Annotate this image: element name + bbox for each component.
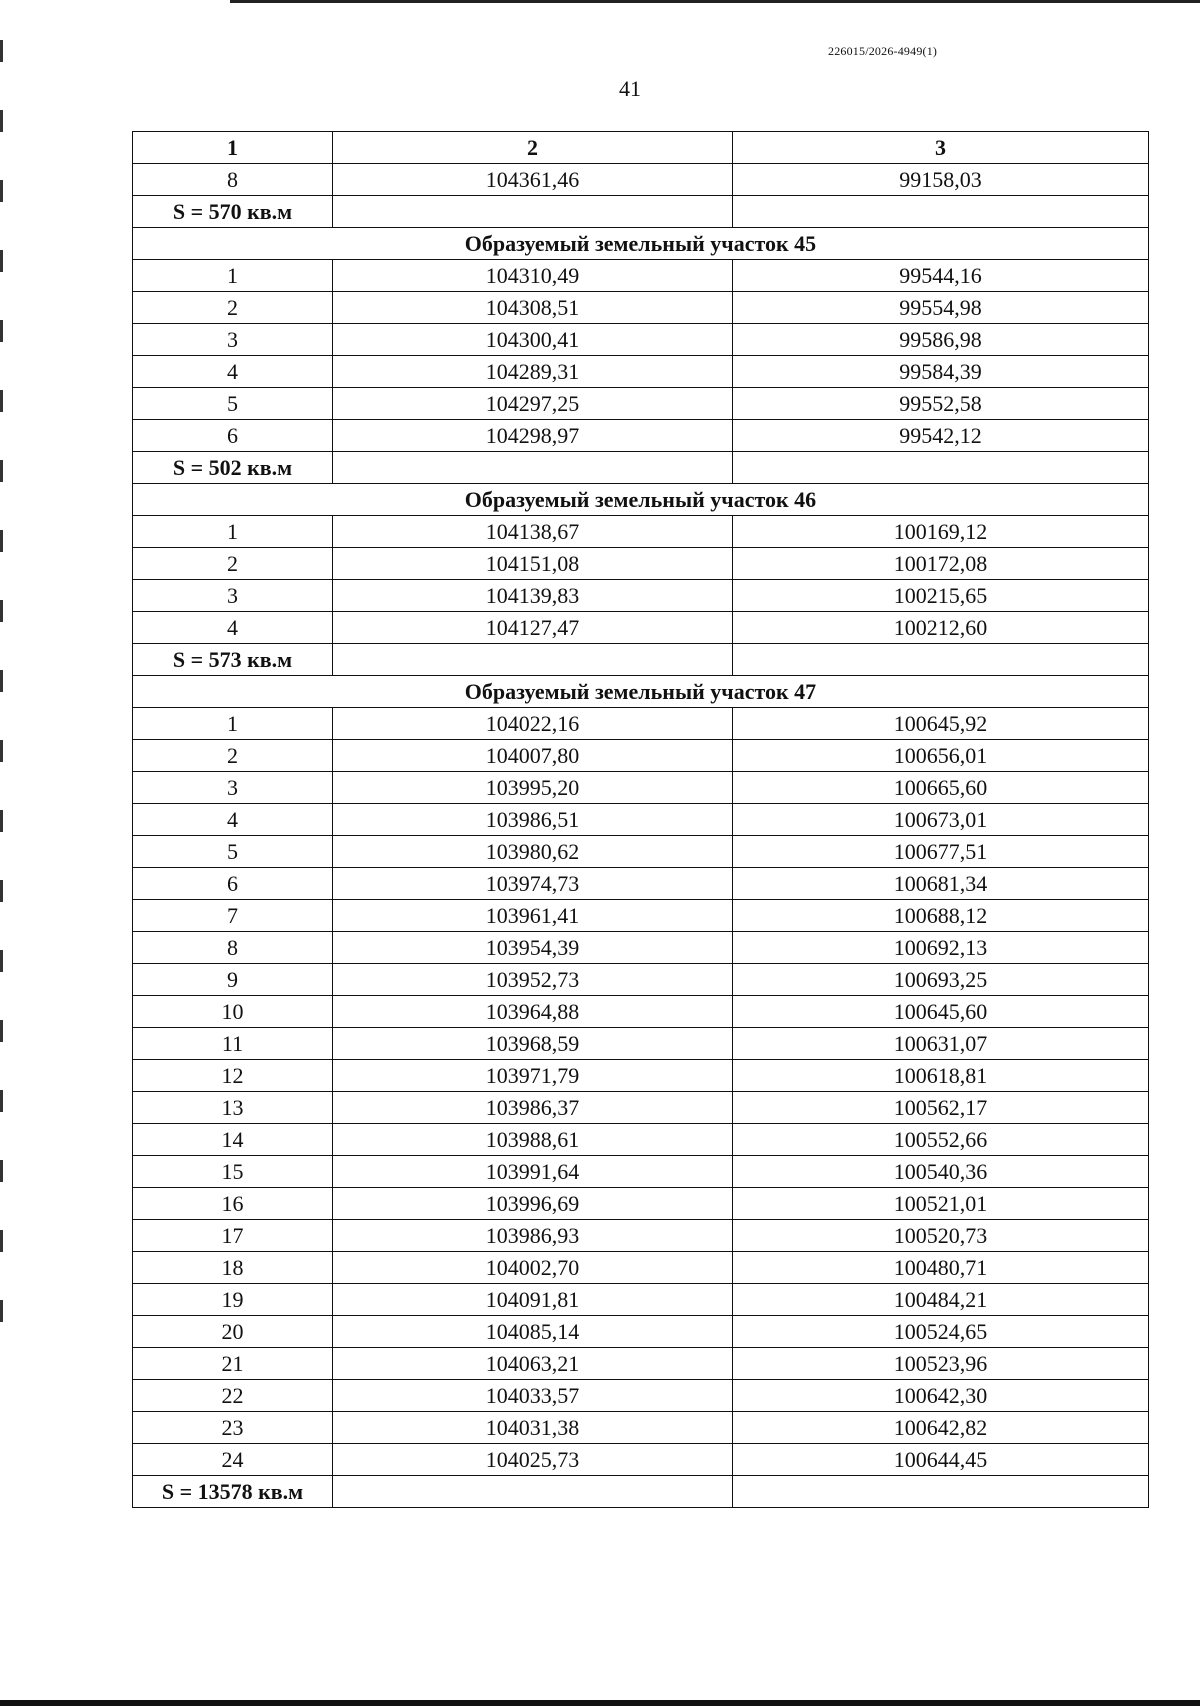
area-row: [133, 644, 1149, 676]
coordinate-y-cell: 100644,45: [733, 1444, 1149, 1476]
coordinate-y-cell: 99552,58: [733, 388, 1149, 420]
column-header-1: 1: [133, 132, 333, 164]
coordinate-y-cell: 100562,17: [733, 1092, 1149, 1124]
empty-cell: [733, 196, 1149, 228]
table-row: [133, 868, 1149, 900]
coordinate-x-cell: 103991,64: [333, 1156, 733, 1188]
coordinate-x-cell: 104289,31: [333, 356, 733, 388]
table-row: [133, 260, 1149, 292]
coordinate-x-cell: 104033,57: [333, 1380, 733, 1412]
coordinate-y-cell: 100645,60: [733, 996, 1149, 1028]
point-number-cell: 22: [133, 1380, 333, 1412]
point-number-cell: 12: [133, 1060, 333, 1092]
point-number-cell: 21: [133, 1348, 333, 1380]
coordinate-x-cell: 104297,25: [333, 388, 733, 420]
table-row: [133, 964, 1149, 996]
coordinate-y-cell: 100215,65: [733, 580, 1149, 612]
empty-cell: [333, 196, 733, 228]
table-row: [133, 548, 1149, 580]
coordinate-y-cell: 100665,60: [733, 772, 1149, 804]
coordinate-y-cell: 100692,13: [733, 932, 1149, 964]
scan-edge-bottom: [0, 1700, 1200, 1706]
document-id: 226015/2026-4949(1): [828, 44, 938, 58]
coordinate-y-cell: 100645,92: [733, 708, 1149, 740]
area-value-cell: S = 570 кв.м: [133, 196, 333, 228]
table-row: [133, 516, 1149, 548]
point-number-cell: 16: [133, 1188, 333, 1220]
coordinate-y-cell: 100172,08: [733, 548, 1149, 580]
coordinate-x-cell: 103986,93: [333, 1220, 733, 1252]
point-number-cell: 6: [133, 420, 333, 452]
table-row: [133, 1380, 1149, 1412]
coordinate-y-cell: 100673,01: [733, 804, 1149, 836]
point-number-cell: 11: [133, 1028, 333, 1060]
table-row: [133, 324, 1149, 356]
coordinate-x-cell: 103964,88: [333, 996, 733, 1028]
table-row: [133, 708, 1149, 740]
point-number-cell: 4: [133, 356, 333, 388]
coordinate-x-cell: 103971,79: [333, 1060, 733, 1092]
page-number: 41: [619, 76, 641, 101]
point-number-cell: 2: [133, 548, 333, 580]
point-number-cell: 1: [133, 708, 333, 740]
point-number-cell: 20: [133, 1316, 333, 1348]
point-number-cell: 24: [133, 1444, 333, 1476]
table-row: [133, 356, 1149, 388]
scan-edge-top: [230, 0, 1200, 3]
coordinate-x-cell: 104298,97: [333, 420, 733, 452]
coordinate-y-cell: 100618,81: [733, 1060, 1149, 1092]
point-number-cell: 15: [133, 1156, 333, 1188]
point-number-cell: 3: [133, 324, 333, 356]
table-row: [133, 1316, 1149, 1348]
table-row: [133, 292, 1149, 324]
coordinates-table-body: [133, 132, 1149, 1508]
coordinate-x-cell: 104007,80: [333, 740, 733, 772]
coordinate-y-cell: 100212,60: [733, 612, 1149, 644]
table-row: [133, 772, 1149, 804]
coordinate-y-cell: 100523,96: [733, 1348, 1149, 1380]
coordinate-y-cell: 100688,12: [733, 900, 1149, 932]
coordinate-x-cell: 104091,81: [333, 1284, 733, 1316]
scan-edge-left: [0, 40, 3, 1360]
coordinate-x-cell: 104361,46: [333, 164, 733, 196]
coordinate-y-cell: 100642,82: [733, 1412, 1149, 1444]
table-row: [133, 740, 1149, 772]
coordinate-y-cell: 100480,71: [733, 1252, 1149, 1284]
table-row: [133, 900, 1149, 932]
table-row: [133, 1060, 1149, 1092]
coordinates-table: [132, 131, 1149, 1508]
empty-cell: [733, 1476, 1149, 1508]
coordinate-x-cell: 103996,69: [333, 1188, 733, 1220]
area-value-cell: S = 573 кв.м: [133, 644, 333, 676]
coordinate-x-cell: 104127,47: [333, 612, 733, 644]
plot-heading-row: [133, 484, 1149, 516]
coordinate-x-cell: 103986,37: [333, 1092, 733, 1124]
empty-cell: [733, 452, 1149, 484]
table-row: [133, 1412, 1149, 1444]
point-number-cell: 5: [133, 836, 333, 868]
coordinate-y-cell: 99586,98: [733, 324, 1149, 356]
coordinate-y-cell: 100169,12: [733, 516, 1149, 548]
table-row: [133, 164, 1149, 196]
area-row: [133, 1476, 1149, 1508]
coordinate-x-cell: 104310,49: [333, 260, 733, 292]
plot-heading-row: [133, 228, 1149, 260]
point-number-cell: 6: [133, 868, 333, 900]
point-number-cell: 14: [133, 1124, 333, 1156]
area-row: [133, 452, 1149, 484]
coordinate-y-cell: 100521,01: [733, 1188, 1149, 1220]
table-row: [133, 580, 1149, 612]
table-row: [133, 1220, 1149, 1252]
point-number-cell: 1: [133, 516, 333, 548]
coordinate-y-cell: 99584,39: [733, 356, 1149, 388]
table-row: [133, 420, 1149, 452]
table-row: [133, 804, 1149, 836]
coordinate-y-cell: 100484,21: [733, 1284, 1149, 1316]
point-number-cell: 1: [133, 260, 333, 292]
point-number-cell: 2: [133, 740, 333, 772]
table-row: [133, 1284, 1149, 1316]
table-header-row: [133, 132, 1149, 164]
point-number-cell: 5: [133, 388, 333, 420]
table-row: [133, 388, 1149, 420]
coordinate-x-cell: 104025,73: [333, 1444, 733, 1476]
coordinate-y-cell: 99544,16: [733, 260, 1149, 292]
point-number-cell: 23: [133, 1412, 333, 1444]
coordinate-x-cell: 104300,41: [333, 324, 733, 356]
table-row: [133, 1252, 1149, 1284]
coordinate-x-cell: 104031,38: [333, 1412, 733, 1444]
coordinate-x-cell: 103988,61: [333, 1124, 733, 1156]
coordinate-y-cell: 100540,36: [733, 1156, 1149, 1188]
area-row: [133, 196, 1149, 228]
point-number-cell: 4: [133, 612, 333, 644]
table-row: [133, 1092, 1149, 1124]
coordinate-x-cell: 104002,70: [333, 1252, 733, 1284]
table-row: [133, 1124, 1149, 1156]
coordinate-x-cell: 103952,73: [333, 964, 733, 996]
coordinate-y-cell: 100656,01: [733, 740, 1149, 772]
coordinate-x-cell: 104151,08: [333, 548, 733, 580]
coordinate-y-cell: 99542,12: [733, 420, 1149, 452]
point-number-cell: 4: [133, 804, 333, 836]
empty-cell: [333, 644, 733, 676]
point-number-cell: 3: [133, 580, 333, 612]
point-number-cell: 13: [133, 1092, 333, 1124]
coordinate-x-cell: 103961,41: [333, 900, 733, 932]
table-row: [133, 612, 1149, 644]
empty-cell: [333, 452, 733, 484]
plot-heading-cell: Образуемый земельный участок 46: [133, 484, 1149, 516]
coordinate-y-cell: 100520,73: [733, 1220, 1149, 1252]
plot-heading-row: [133, 676, 1149, 708]
coordinate-y-cell: 99554,98: [733, 292, 1149, 324]
plot-heading-cell: Образуемый земельный участок 45: [133, 228, 1149, 260]
table-row: [133, 1028, 1149, 1060]
coordinate-x-cell: 103980,62: [333, 836, 733, 868]
point-number-cell: 18: [133, 1252, 333, 1284]
column-header-3: 3: [733, 132, 1149, 164]
table-row: [133, 996, 1149, 1028]
empty-cell: [733, 644, 1149, 676]
plot-heading-cell: Образуемый земельный участок 47: [133, 676, 1149, 708]
area-value-cell: S = 13578 кв.м: [133, 1476, 333, 1508]
coordinate-x-cell: 104139,83: [333, 580, 733, 612]
table-row: [133, 1348, 1149, 1380]
coordinate-x-cell: 103968,59: [333, 1028, 733, 1060]
coordinate-x-cell: 103974,73: [333, 868, 733, 900]
coordinate-y-cell: 100631,07: [733, 1028, 1149, 1060]
point-number-cell: 10: [133, 996, 333, 1028]
coordinate-y-cell: 100524,65: [733, 1316, 1149, 1348]
coordinate-x-cell: 104085,14: [333, 1316, 733, 1348]
table-row: [133, 1444, 1149, 1476]
coordinate-y-cell: 100681,34: [733, 868, 1149, 900]
point-number-cell: 2: [133, 292, 333, 324]
table-row: [133, 836, 1149, 868]
coordinate-x-cell: 104308,51: [333, 292, 733, 324]
point-number-cell: 19: [133, 1284, 333, 1316]
coordinate-x-cell: 103954,39: [333, 932, 733, 964]
coordinate-y-cell: 100552,66: [733, 1124, 1149, 1156]
coordinate-y-cell: 100677,51: [733, 836, 1149, 868]
column-header-2: 2: [333, 132, 733, 164]
table-row: [133, 1188, 1149, 1220]
coordinate-x-cell: 103986,51: [333, 804, 733, 836]
table-row: [133, 1156, 1149, 1188]
coordinate-x-cell: 104138,67: [333, 516, 733, 548]
table-row: [133, 932, 1149, 964]
coordinate-y-cell: 100693,25: [733, 964, 1149, 996]
coordinate-y-cell: 99158,03: [733, 164, 1149, 196]
area-value-cell: S = 502 кв.м: [133, 452, 333, 484]
point-number-cell: 17: [133, 1220, 333, 1252]
coordinate-x-cell: 104063,21: [333, 1348, 733, 1380]
empty-cell: [333, 1476, 733, 1508]
point-number-cell: 9: [133, 964, 333, 996]
point-number-cell: 7: [133, 900, 333, 932]
coordinate-x-cell: 103995,20: [333, 772, 733, 804]
point-number-cell: 3: [133, 772, 333, 804]
coordinate-y-cell: 100642,30: [733, 1380, 1149, 1412]
point-number-cell: 8: [133, 932, 333, 964]
coordinate-x-cell: 104022,16: [333, 708, 733, 740]
point-number-cell: 8: [133, 164, 333, 196]
